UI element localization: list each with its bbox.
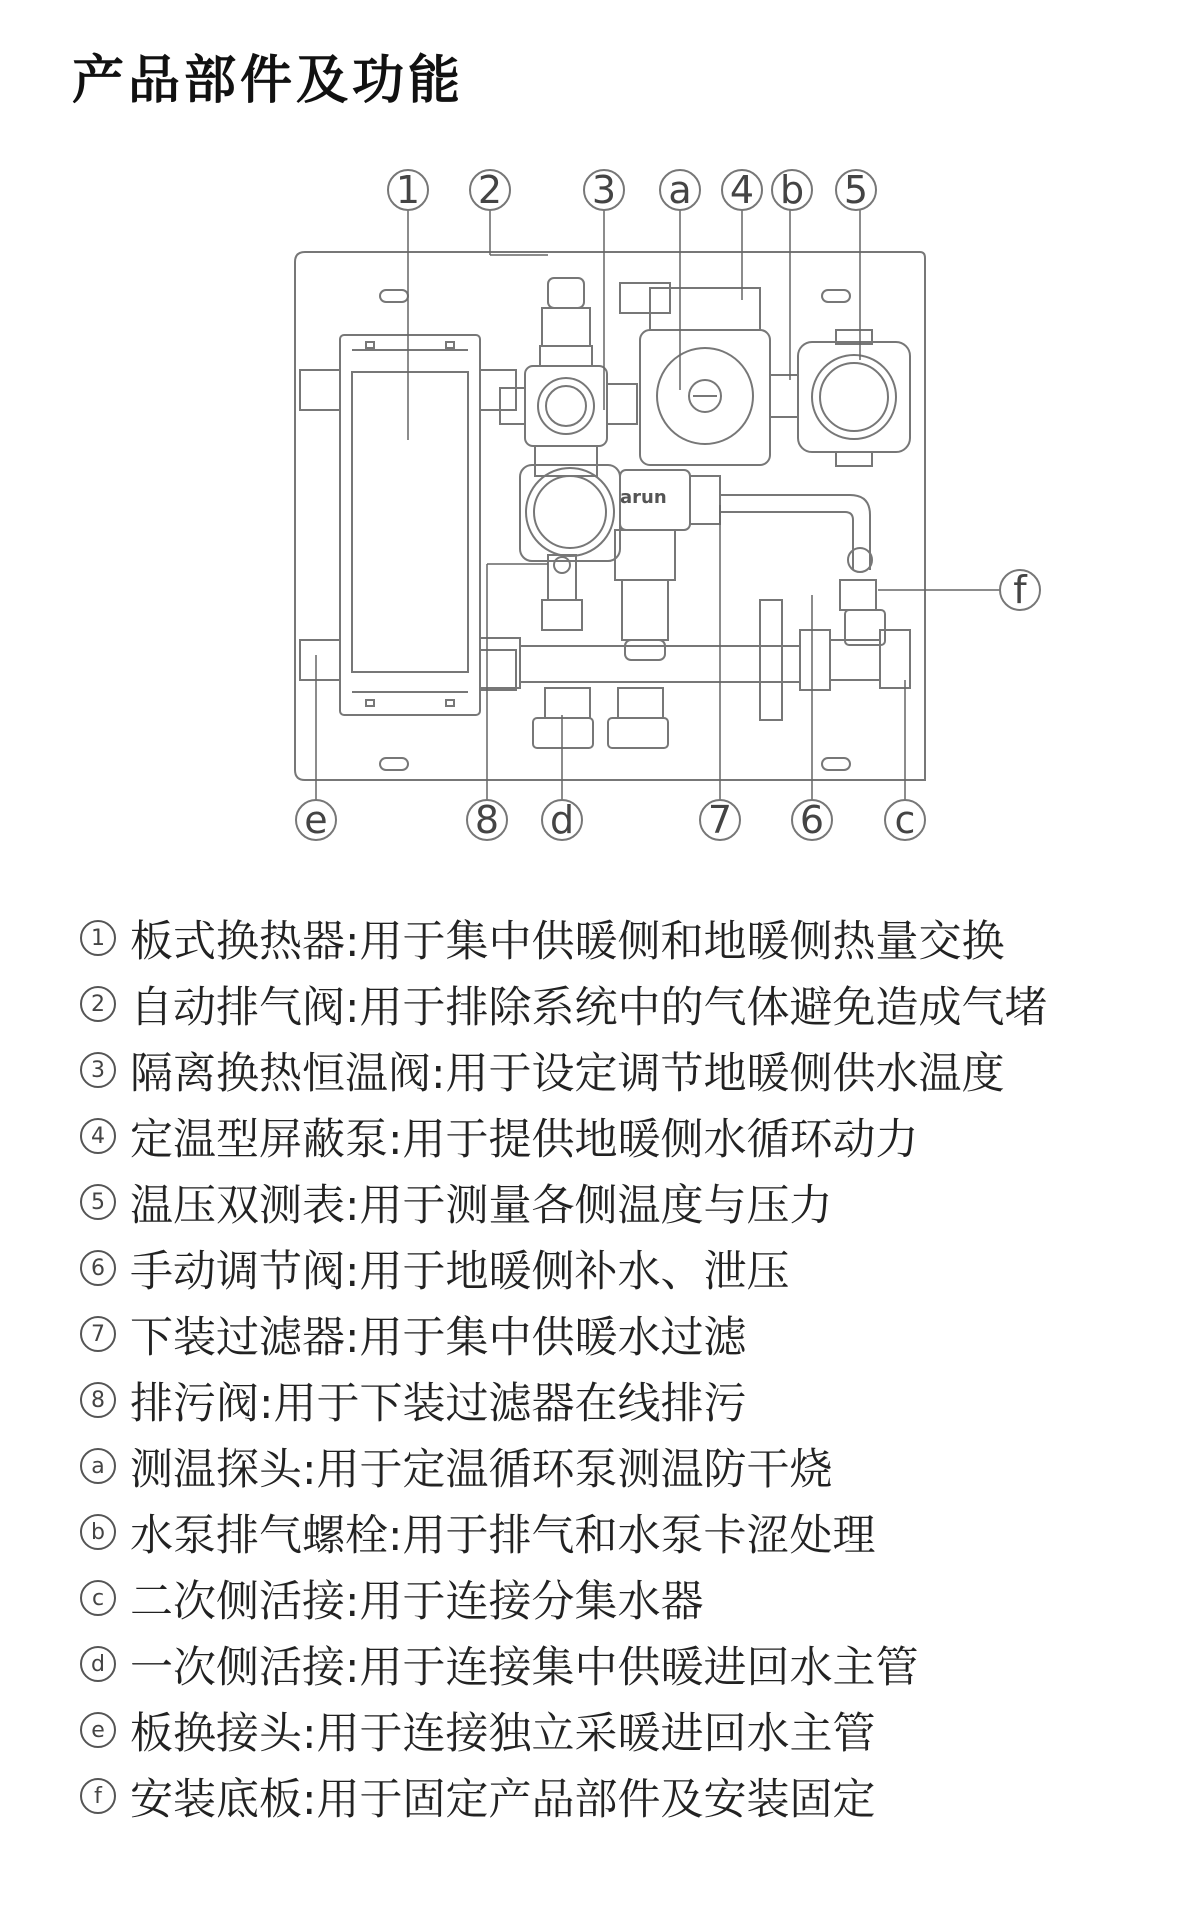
legend-item [80,1697,1170,1763]
legend-item [80,1763,1170,1829]
circulation-pump [620,283,798,465]
callout-7 [700,798,740,842]
legend-item [80,1565,1170,1631]
legend-item [80,1631,1170,1697]
legend-item [80,1169,1170,1235]
legend-marker: 4 [80,1118,116,1154]
legend-marker: f [80,1778,116,1814]
legend-text: 安装底板:用于固定产品部件及安装固定 [130,1774,876,1825]
legend-marker: 5 [80,1184,116,1220]
callout-4 [722,168,762,212]
callout-6 [792,798,832,842]
legend-marker: 2 [80,986,116,1022]
component-diagram [0,160,1200,860]
legend-text: 二次侧活接:用于连接分集水器 [130,1576,704,1627]
legend-marker: d [80,1646,116,1682]
legend-item [80,1499,1170,1565]
legend-marker: c [80,1580,116,1616]
valve-body [620,470,720,530]
callout-5 [836,168,876,212]
legend-text: 水泵排气螺栓:用于排气和水泵卡涩处理 [130,1510,876,1561]
plate-slot [380,290,408,302]
mounting-plate [295,252,925,780]
legend-item [80,971,1170,1037]
primary-union [533,688,668,748]
plate-slot [380,758,408,770]
legend-marker: 3 [80,1052,116,1088]
svg-text:2: 2 [477,168,503,212]
callout-b [772,168,812,212]
svg-text:8: 8 [474,798,500,842]
legend-item [80,905,1170,971]
legend-marker: 6 [80,1250,116,1286]
legend-text: 定温型屏蔽泵:用于提供地暖侧水循环动力 [130,1114,919,1165]
legend-marker: 7 [80,1316,116,1352]
svg-text:1: 1 [395,168,421,212]
callout-1 [388,168,428,212]
legend-item [80,1235,1170,1301]
brand-label: arun [620,487,667,508]
callout-3 [584,168,624,212]
callout-f [1000,568,1040,612]
legend-text: 板式换热器:用于集中供暖侧和地暖侧热量交换 [130,916,1005,967]
auto-air-vent [540,278,592,366]
temp-pressure-gauge-left [520,465,620,561]
legend-text: 测温探头:用于定温循环泵测温防干烧 [130,1444,833,1495]
parts-legend [80,905,1170,1829]
plate-slot [822,290,850,302]
thermostatic-valve [500,366,637,476]
legend-item [80,1301,1170,1367]
legend-marker: 8 [80,1382,116,1418]
legend-text: 一次侧活接:用于连接集中供暖进回水主管 [130,1642,919,1693]
svg-text:3: 3 [591,168,617,212]
legend-item [80,1037,1170,1103]
svg-text:6: 6 [799,798,825,842]
legend-text: 温压双测表:用于测量各侧温度与压力 [130,1180,833,1231]
lower-filter [615,530,675,660]
svg-text:7: 7 [707,798,733,842]
callout-a [660,168,700,212]
legend-marker: e [80,1712,116,1748]
svg-text:e: e [304,798,328,842]
legend-text: 手动调节阀:用于地暖侧补水、泄压 [130,1246,790,1297]
legend-item [80,1433,1170,1499]
page-title: 产品部件及功能 [72,51,465,111]
temp-pressure-gauge-right [798,330,910,466]
callout-d [542,798,582,842]
manual-valve [840,548,885,645]
svg-text:a: a [668,168,692,212]
callout-e [296,798,336,842]
legend-marker: b [80,1514,116,1550]
legend-text: 板换接头:用于连接独立采暖进回水主管 [130,1708,876,1759]
svg-text:d: d [549,798,575,842]
legend-text: 排污阀:用于下装过滤器在线排污 [130,1378,747,1429]
svg-text:4: 4 [729,168,755,212]
legend-text: 下装过滤器:用于集中供暖水过滤 [130,1312,747,1363]
svg-text:5: 5 [843,168,869,212]
callout-8 [467,798,507,842]
plate-slot [822,758,850,770]
legend-text: 隔离换热恒温阀:用于设定调节地暖侧供水温度 [130,1048,1005,1099]
callouts-top [388,168,876,212]
callouts-bottom [296,798,925,842]
svg-text:c: c [894,798,916,842]
legend-item [80,1367,1170,1433]
drain-valve [542,555,582,630]
legend-marker: a [80,1448,116,1484]
legend-item [80,1103,1170,1169]
legend-marker: 1 [80,920,116,956]
callout-2 [470,168,510,212]
svg-text:b: b [779,168,805,212]
legend-text: 自动排气阀:用于排除系统中的气体避免造成气堵 [130,982,1048,1033]
svg-text:f: f [1013,568,1027,612]
callout-c [885,798,925,842]
